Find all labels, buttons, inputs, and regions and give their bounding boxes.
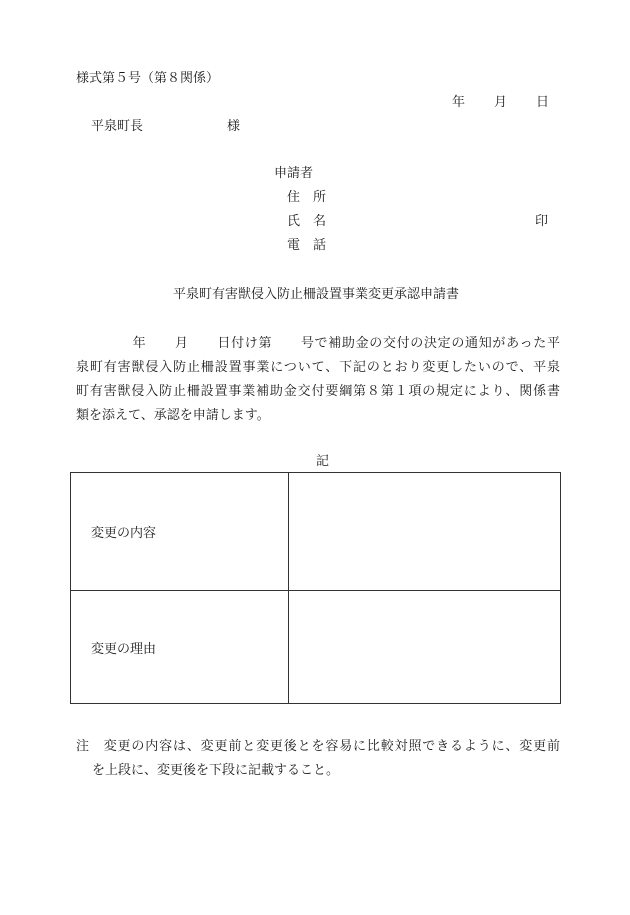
table-row [71,591,561,704]
change-content-field[interactable] [289,473,561,591]
body-line-1 [76,332,560,356]
change-details-table [70,472,561,704]
applicant-name-label: 氏 名 [287,214,327,229]
date-year-label: 年 [452,95,466,110]
date-day-label: 日 [536,95,550,110]
footnote-line-2: を上段に、変更後を下段に記載すること。 [92,763,340,778]
body-line-1-rest: 号で補助金の交付の決定の通知があった平 [300,336,560,351]
addressee-honorific: 様 [227,119,241,134]
footnote-line-1: 注 変更の内容は、変更前と変更後とを容易に比較対照できるように、変更前 [76,739,560,754]
body-month: 月 [174,336,189,351]
applicant-heading: 申請者 [274,166,314,181]
change-reason-label: 変更の理由 [71,591,289,704]
footnote [76,735,560,783]
table-row [71,473,561,591]
form-number: 様式第５号（第８関係） [76,71,220,86]
body-day-ref: 日付け第 [216,336,273,351]
body-line-4: 類を添えて、承認を申請します。 [76,408,270,423]
body-line-3: 町有害獣侵入防止柵設置事業補助金交付要綱第８第１項の規定により、関係書 [76,384,560,399]
body-line-2: 泉町有害獣侵入防止柵設置事業について、下記のとおり変更したいので、平泉 [76,360,560,375]
ki-heading: 記 [316,454,330,469]
change-reason-field[interactable] [289,591,561,704]
applicant-phone-label: 電 話 [287,238,327,253]
document-title: 平泉町有害獣侵入防止柵設置事業変更承認申請書 [173,287,460,302]
body-year: 年 [132,336,147,351]
body-paragraph [76,332,560,428]
change-content-label: 変更の内容 [71,473,289,591]
addressee-name: 平泉町長 [91,119,144,134]
date-month-label: 月 [494,95,508,110]
applicant-address-label: 住 所 [287,190,327,205]
seal-mark: 印 [535,214,549,229]
